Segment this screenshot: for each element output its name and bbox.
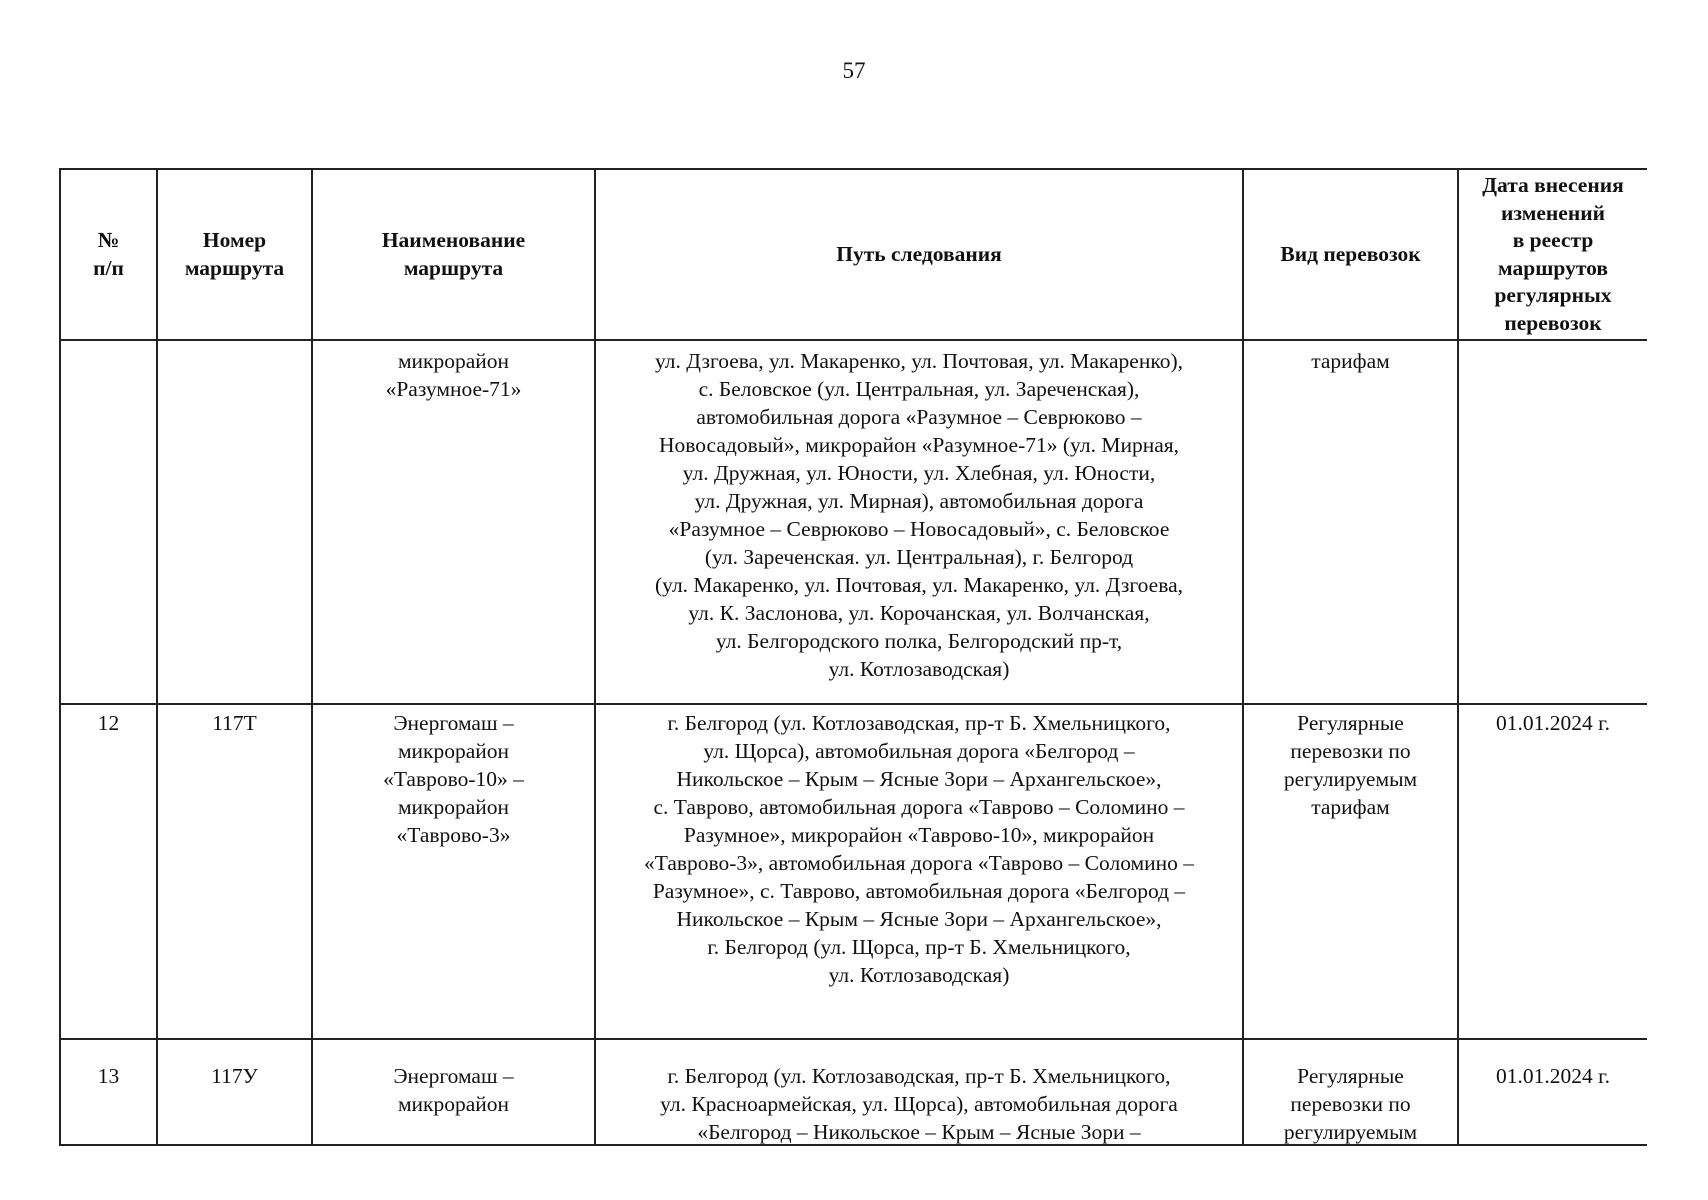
cell-row-number: 12 bbox=[60, 704, 157, 1039]
cell-route-name: микрорайон «Разумное-71» bbox=[312, 340, 595, 704]
cell-route-name: Энергомаш – микрорайон bbox=[312, 1039, 595, 1146]
header-route-number: Номер маршрута bbox=[157, 169, 312, 340]
cell-route-path: г. Белгород (ул. Котлозаводская, пр-т Б. Хмельницкого, ул. Щорса), автомобильная дорога «Белгород – Никольское – Крым – Ясные Зори – Архангельское», с. Таврово, автомобильная дорога «Таврово – Соломино – Разумное», микрорайон «Таврово-10», микрорайон «Таврово-3», автомобильная дорога «Таврово – Соломино – Разумное», с. Таврово, автомобильная дорога «Белгород – Никольское – Крым – Ясные Зори – Архангельское», г. Белгород (ул. Щорса, пр-т Б. Хмельницкого, ул. Котлозаводская) bbox=[595, 704, 1243, 1039]
cell-route-path: ул. Дзгоева, ул. Макаренко, ул. Почтовая, ул. Макаренко), с. Беловское (ул. Центральная, ул. Зареченская), автомобильная дорога «Разумное – Севрюково – Новосадовый», микрорайон «Разумное-71» (ул. Мирная, ул. Дружная, ул. Юности, ул. Хлебная, ул. Юности, ул. Дружная, ул. Мирная), автомобильная дорога «Разумное – Севрюково – Новосадовый», с. Беловское (ул. Зареченская. ул. Центральная), г. Белгород (ул. Макаренко, ул. Почтовая, ул. Макаренко, ул. Дзгоева, ул. К. Заслонова, ул. Корочанская, ул. Волчанская, ул. Белгородского полка, Белгородский пр-т, ул. Котлозаводская) bbox=[595, 340, 1243, 704]
cell-change-date: 01.01.2024 г. bbox=[1458, 704, 1647, 1039]
header-route-path: Путь следования bbox=[595, 169, 1243, 340]
cell-row-number: 13 bbox=[60, 1039, 157, 1146]
cell-route-path: г. Белгород (ул. Котлозаводская, пр-т Б. Хмельницкого, ул. Красноармейская, ул. Щорса), автомобильная дорога «Белгород – Никольское – Крым – Ясные Зори – bbox=[595, 1039, 1243, 1146]
cell-route-number: 117Т bbox=[157, 704, 312, 1039]
table-row bbox=[60, 704, 1647, 1039]
header-change-date: Дата внесения изменений в реестр маршрутов регулярных перевозок bbox=[1458, 169, 1647, 340]
cell-change-date bbox=[1458, 340, 1647, 704]
cell-row-number bbox=[60, 340, 157, 704]
cell-change-date: 01.01.2024 г. bbox=[1458, 1039, 1647, 1146]
cell-route-number bbox=[157, 340, 312, 704]
header-row-number: № п/п bbox=[60, 169, 157, 340]
table-header-row bbox=[60, 169, 1647, 340]
cell-route-number: 117У bbox=[157, 1039, 312, 1146]
cell-route-name: Энергомаш – микрорайон «Таврово-10» – микрорайон «Таврово-3» bbox=[312, 704, 595, 1039]
header-route-name: Наименование маршрута bbox=[312, 169, 595, 340]
routes-registry-table-wrapper bbox=[59, 168, 1647, 1146]
table-row bbox=[60, 340, 1647, 704]
header-transport-type: Вид перевозок bbox=[1243, 169, 1458, 340]
cell-transport-type: Регулярные перевозки по регулируемым bbox=[1243, 1039, 1458, 1146]
routes-registry-table bbox=[59, 168, 1647, 1146]
cell-transport-type: тарифам bbox=[1243, 340, 1458, 704]
page-number: 57 bbox=[842, 58, 866, 83]
table-row bbox=[60, 1039, 1647, 1146]
cell-transport-type: Регулярные перевозки по регулируемым тарифам bbox=[1243, 704, 1458, 1039]
